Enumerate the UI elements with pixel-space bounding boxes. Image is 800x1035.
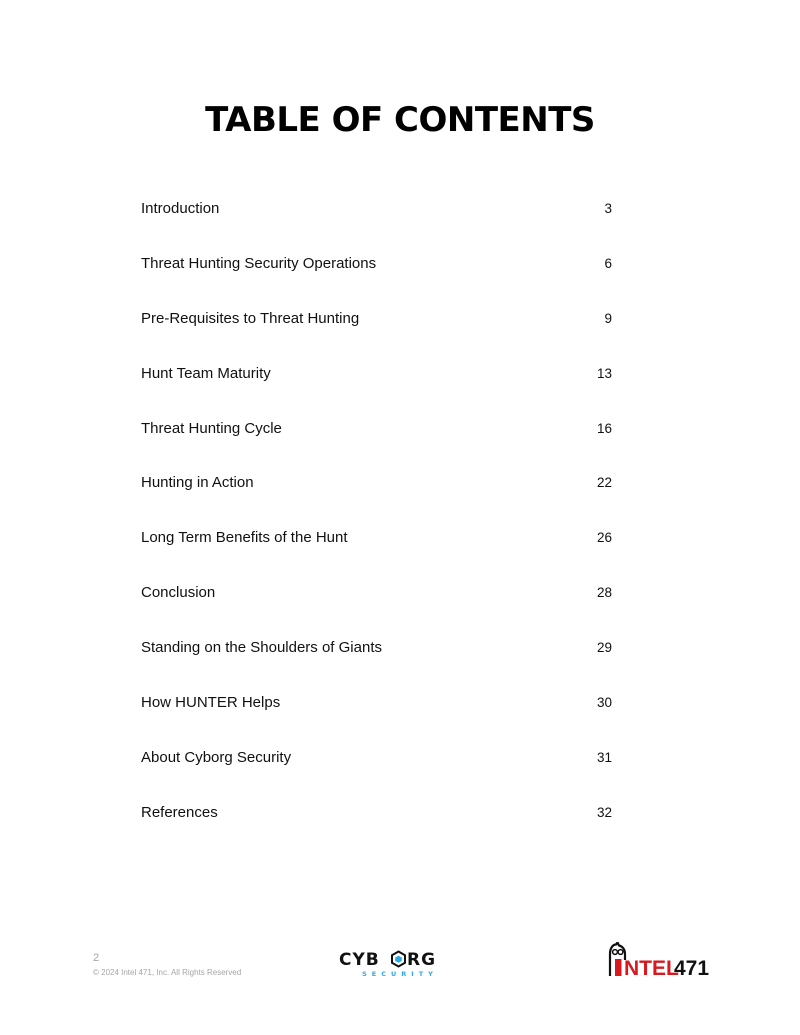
toc-entry-page-number: 22 [596,475,612,491]
toc-entry-page-number: 32 [596,804,612,820]
toc-entry-page-number: 28 [596,585,612,601]
toc-entry-page-number: 26 [596,530,612,546]
toc-entry[interactable] [141,639,612,694]
cyborg-wordmark-right: RG [407,950,437,970]
cyborg-hexagon-icon [392,952,405,967]
table-of-contents [141,200,612,859]
toc-entry-page-number: 31 [596,749,612,765]
toc-entry-label: Pre-Requisites to Threat Hunting [141,309,360,327]
toc-entry-page-number: 30 [596,695,612,711]
toc-entry[interactable] [141,255,612,310]
toc-entry-label: How HUNTER Helps [141,694,281,712]
cyborg-wordmark-left: CYB [339,950,380,970]
toc-entry-page-number: 3 [604,201,612,216]
toc-entry-label: Long Term Benefits of the Hunt [141,529,348,547]
toc-entry-page-number: 29 [596,640,612,656]
toc-entry-label: Standing on the Shoulders of Giants [141,639,382,657]
copyright-notice: © 2024 Intel 471, Inc. All Rights Reserved [93,968,242,977]
toc-entry-label: About Cyborg Security [141,748,292,766]
toc-entry[interactable] [141,804,612,859]
toc-entry[interactable] [141,420,612,475]
toc-entry-page-number: 9 [604,310,612,326]
toc-entry-label: Hunting in Action [141,474,254,492]
intel-471-logo [604,942,710,978]
cyborg-tagline: SECURITY [362,970,438,978]
owl-icon [610,943,625,977]
page-title: TABLE OF CONTENTS [205,100,595,140]
toc-entry[interactable] [141,365,612,420]
toc-entry[interactable] [141,749,612,804]
toc-entry-label: Threat Hunting Security Operations [141,254,377,272]
toc-entry[interactable] [141,200,612,255]
toc-entry-label: Conclusion [141,584,216,602]
toc-entry-page-number: 16 [596,420,612,436]
cyborg-security-logo [338,948,462,978]
toc-entry-label: Introduction [141,200,220,217]
toc-entry-label: Threat Hunting Cycle [141,419,282,437]
toc-entry-page-number: 6 [604,255,612,271]
page-number: 2 [93,952,100,964]
intel-number: 471 [674,957,710,978]
intel-wordmark: NTEL [624,957,679,978]
toc-entry[interactable] [141,694,612,749]
toc-entry-label: Hunt Team Maturity [141,364,271,382]
toc-entry[interactable] [141,310,612,365]
toc-entry[interactable] [141,474,612,529]
toc-entry[interactable] [141,584,612,639]
toc-entry-page-number: 13 [596,365,612,381]
toc-entry-label: References [141,803,218,821]
toc-entry[interactable] [141,529,612,584]
